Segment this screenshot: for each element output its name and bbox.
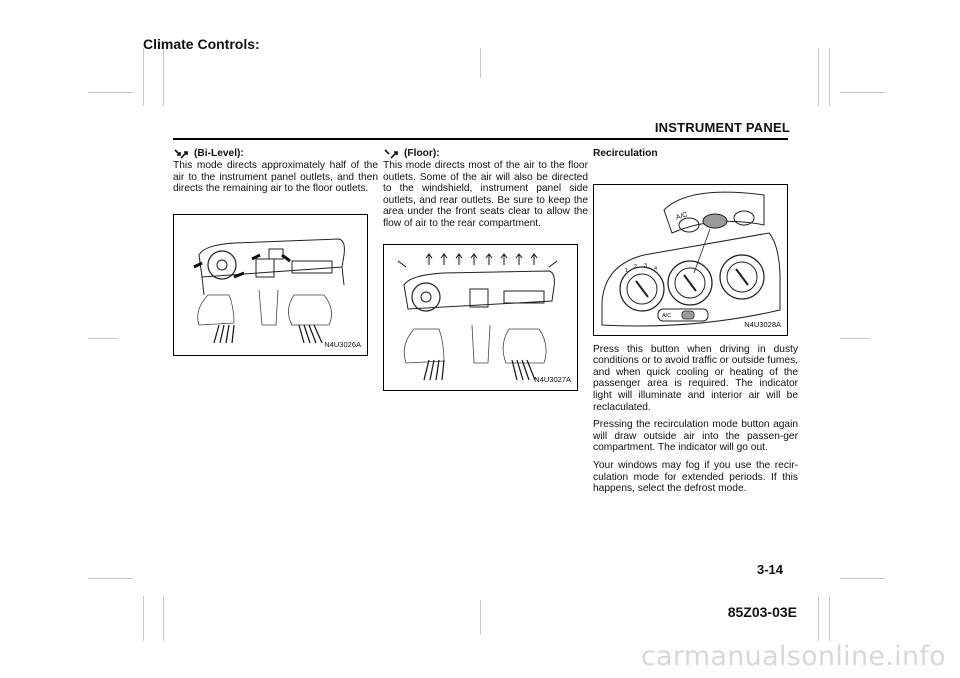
climate-control-panel-illustration [594, 185, 787, 335]
crop-mark [88, 578, 133, 579]
floor-heading [383, 148, 588, 160]
crop-mark [88, 92, 133, 93]
section-title: Climate Controls: [143, 36, 260, 52]
bi-level-figure [173, 214, 368, 356]
fan-speed-label: 4 [654, 265, 658, 272]
chapter-title: INSTRUMENT PANEL [654, 120, 790, 135]
figure-code: N4U3027A [534, 375, 571, 385]
crop-mark [818, 48, 819, 106]
column-bi-level [173, 148, 378, 350]
crop-mark [143, 596, 144, 641]
floor-figure [383, 244, 578, 391]
column-floor [383, 148, 588, 385]
recirculation-description: Press this button when driving in dusty conditions or to avoid traffic or outside fumes, and when quick cooling or heating of the passenger area is required. The indicator light will illuminate and interior air will be reclaculated. [593, 343, 798, 413]
bi-level-mode-icon [173, 148, 189, 160]
header-rule [173, 138, 788, 140]
crop-mark [480, 48, 481, 78]
recirculation-fog-warning: Your windows may fog if you use the recir-culation mode for extended periods. If this happens, select the defrost mode. [593, 459, 798, 495]
dashboard-airflow-illustration [174, 215, 367, 355]
ac-button-label: A/C [662, 312, 672, 319]
crop-mark [840, 92, 885, 93]
ac-button-label: A/C [675, 210, 689, 222]
bi-level-heading [173, 148, 378, 160]
crop-mark [840, 578, 885, 579]
bi-level-description: This mode directs approximately half of the air to the instrument panel outlets, and then directs the remaining air to the floor outlets. [173, 160, 378, 195]
document-code: 85Z03-03E [727, 604, 797, 620]
floor-heading-text: (Floor): [404, 148, 440, 160]
floor-mode-icon [383, 148, 399, 160]
page-number: 3-14 [756, 562, 783, 577]
crop-mark [829, 596, 830, 641]
crop-mark [163, 596, 164, 641]
fan-speed-label: 1 [625, 267, 629, 274]
recirculation-off-description: Pressing the recirculation mode button again will draw outside air into the passen-ger compartment. The indicator will go out. [593, 419, 798, 454]
figure-code: N4U3026A [324, 340, 361, 350]
crop-mark [480, 600, 481, 635]
crop-mark [143, 48, 144, 106]
crop-mark [829, 48, 830, 106]
figure-code: N4U3028A [744, 320, 781, 329]
floor-airflow-illustration [384, 245, 577, 390]
bi-level-heading-text: (Bi-Level): [194, 148, 244, 160]
crop-mark [163, 48, 164, 106]
column-recirculation [593, 148, 798, 501]
fan-speed-label: 3 [644, 262, 648, 269]
fan-speed-label: 2 [634, 263, 638, 270]
floor-description: This mode directs most of the air to the floor outlets. Some of the air will also be directed to the windshield, instrument panel side outlets, and rear outlets. Be sure to keep the area under the front seats clear to allow the flow of air to the rear compartment. [383, 160, 588, 229]
recirculation-heading: Recirculation [593, 148, 658, 159]
crop-mark [840, 338, 870, 339]
crop-mark [818, 596, 819, 641]
crop-mark [88, 338, 118, 339]
watermark: carmanualsonline.info [640, 641, 946, 672]
recirculation-figure [593, 184, 788, 336]
